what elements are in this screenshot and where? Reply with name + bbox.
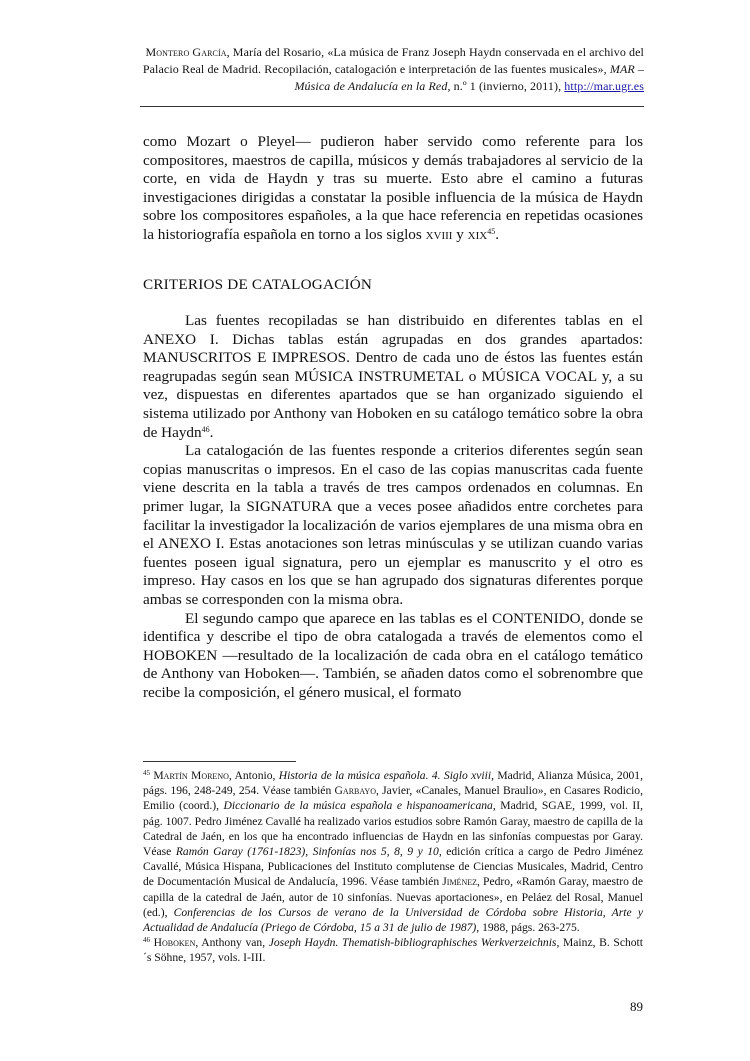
paragraph-text: como Mozart o Pleyel— pudieron haber servido como referente para los compositores, maestros de capilla, músicos y demás trabajadores al servicio de la corte, en vida de Haydn y tras su muerte. Esto abre el camino a futuras investigaciones dirigidas a constatar la posible influencia de la música de Haydn sobre los compositores españoles, a la que hace referencia en repetidas ocasiones la historiografía española en torno a los siglos xyxy=(143,133,643,243)
footnote-text: , Pedro, «Ramón Garay, maestro de capilla de la catedral de Jaén, autor de 10 sinfonías. Nuevas aportaciones», en Peláez del Rosal, Manuel (ed.), xyxy=(143,875,643,919)
footnote-author: Martín Moreno xyxy=(153,769,229,782)
footnotes xyxy=(143,768,643,966)
period: . xyxy=(209,423,214,441)
footnote-title: Historia de la música española. 4. Siglo xviii xyxy=(278,769,492,782)
footnote-author: Hoboken xyxy=(153,936,196,950)
footnote-divider xyxy=(143,761,296,762)
header-author: Montero García xyxy=(145,45,227,59)
header-citation-text: , María del Rosario, «La música de Franz Joseph Haydn conservada en el archivo del Palacio Real de Madrid. Recopilación, catalogación e interpretación de las fuentes musicales», xyxy=(142,45,644,76)
footnote-text: , 1988, págs. 263-275. xyxy=(476,921,580,935)
footnote-title: Joseph Haydn. Thematish-bibliographisches Werkverzeichnis xyxy=(268,936,557,950)
footnote-text: , Javier, «Canales, Manuel Braulio», en Casares Rodicio, Emilio (coord.), xyxy=(143,784,643,813)
citation-header xyxy=(140,44,644,95)
page-number: 89 xyxy=(630,999,643,1014)
century-xviii: xviii xyxy=(425,225,453,243)
footnote-text: , Antonio, xyxy=(228,769,279,782)
body-section-intro xyxy=(143,133,643,245)
period: . xyxy=(495,225,500,243)
footnote-title: Ramón Garay (1761-1823), Sinfonías nos 5, 8, 9 y 10 xyxy=(175,845,439,859)
conjunction: y xyxy=(452,225,468,243)
century-xix: xix xyxy=(467,225,488,243)
body-section-criteria xyxy=(143,312,643,702)
paragraph-continuation xyxy=(143,133,643,245)
footnote-text: , edición crítica a cargo de Pedro Jiménez Cavallé, Música Hispana, Publicaciones del Instituto complutense de Ciencias Musicales, Madrid, Centro de Documentación Musical de Andalucía, 1996. Véase también xyxy=(143,845,643,889)
footnote-title: Conferencias de los Cursos de verano de la Universidad de Córdoba sobre Historia, Arte y Actualidad de Andalucía (Priego de Córdoba, 15 a 31 de julio de 1987) xyxy=(143,905,643,935)
footnote-number: 45 xyxy=(143,769,150,777)
paragraph-annex xyxy=(143,312,643,442)
header-journal: MAR – Música de Andalucía en la Red xyxy=(294,62,644,93)
footnote-ref-45[interactable]: 45 xyxy=(487,226,496,236)
footnote-46 xyxy=(143,935,643,965)
footnote-title: Diccionario de la música española e hispanoamericana xyxy=(223,799,493,813)
paragraph-text: Las fuentes recopiladas se han distribuido en diferentes tablas en el ANEXO I. Dichas tablas están agrupadas en dos grandes apartados: MANUSCRITOS E IMPRESOS. Dentro de cada uno de éstos las fuentes están reagrupadas según sean MÚSICA INSTRUMETAL o MÚSICA VOCAL y, a su vez, dispuestas en diferentes apartados que se han organizado siguiendo el sistema utilizado por Anthony van Hoboken en su catálogo temático sobre la obra de Haydn xyxy=(143,312,643,441)
footnote-text: , Madrid, Alianza Música, 2001, págs. 196, 248-249, 254. Véase también xyxy=(143,769,643,798)
header-url-link[interactable]: http://mar.ugr.es xyxy=(564,79,644,93)
section-title: CRITERIOS DE CATALOGACIÓN xyxy=(143,276,373,293)
header-divider xyxy=(140,106,644,107)
footnote-ref-46[interactable]: 46 xyxy=(201,424,210,434)
footnote-text: , Mainz, B. Schott´s Söhne, 1957, vols. I-III. xyxy=(143,936,644,965)
footnote-author: Garbayo xyxy=(334,784,376,798)
footnote-45 xyxy=(143,768,643,935)
footnote-text: , Madrid, SGAE, 1999, vol. II, pág. 1007. Pedro Jiménez Cavallé ha realizado varios estudios sobre Ramón Garay, maestro de capilla de la Catedral de Jaén, en los que ha encontrado influencias de Haydn en las sinfonías compuestas por Garay. Véase xyxy=(143,799,643,859)
footnote-text: , Anthony van, xyxy=(195,936,269,950)
footnote-author: Jiménez xyxy=(442,875,477,889)
paragraph-cataloguing: La catalogación de las fuentes responde a criterios diferentes según sean copias manuscritas o impresos. En el caso de las copias manuscritas cada fuente viene descrita en la tabla a través de tres campos ordenados en columnas. En primer lugar, la SIGNATURA que a veces posee añadidos entre corchetes para facilitar la investigador la localización de varios ejemplares de una misma obra en el ANEXO I. Estas anotaciones son letras minúsculas y se utilizan cuando varias fuentes poseen igual signatura, pero un ejemplar es manuscrito y el otro es impreso. Hay casos en los que se han agrupado dos signaturas diferentes porque ambas se corresponden con la misma obra. xyxy=(143,442,643,608)
paragraph-content-field: El segundo campo que aparece en las tablas es el CONTENIDO, donde se identifica y describe el tipo de obra catalogada a través de elementos como el HOBOKEN —resultado de la localización de cada obra en el catálogo temático de Anthony van Hoboken—. También, se añaden datos como el sobrenombre que recibe la composición, el género musical, el formato xyxy=(143,609,643,701)
header-issue: , n.º 1 (invierno, 2011), xyxy=(447,79,565,93)
footnote-number: 46 xyxy=(143,936,150,945)
